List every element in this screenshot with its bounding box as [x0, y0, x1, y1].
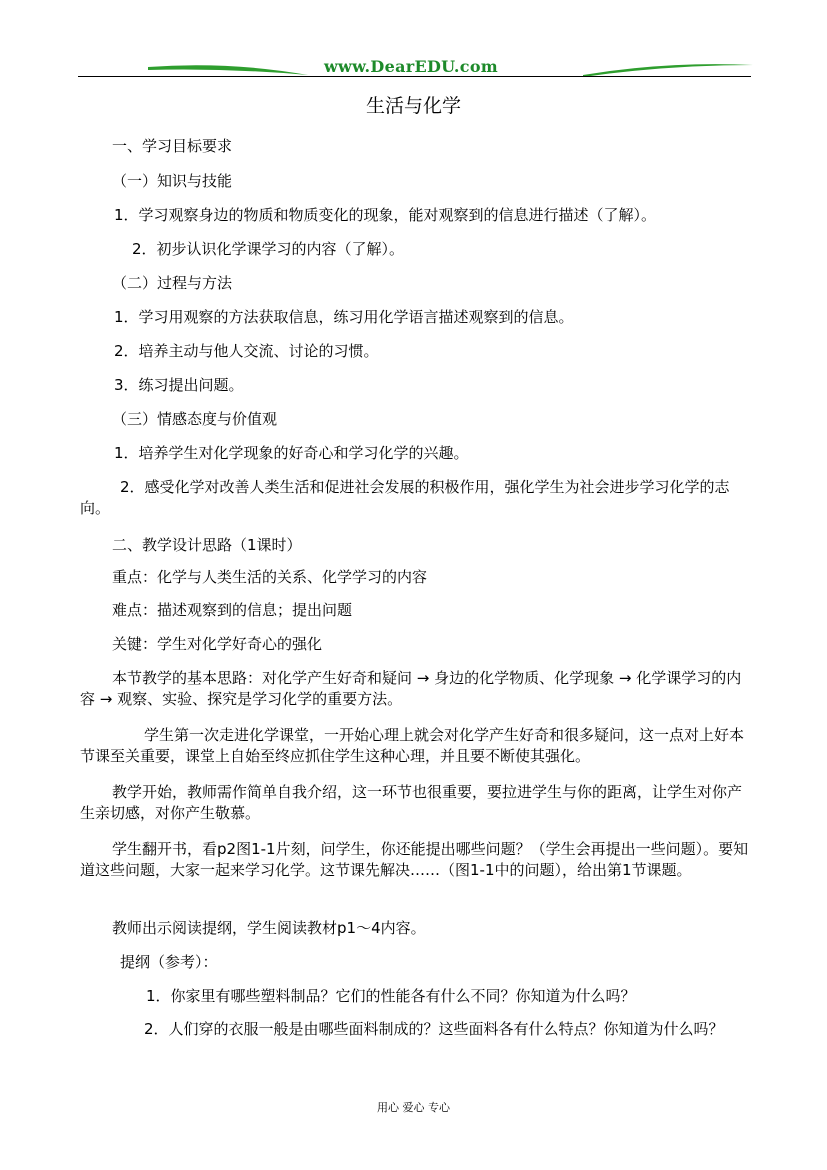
list-item: 2．培养主动与他人交流、讨论的习惯。: [114, 342, 379, 360]
list-item: 2．感受化学对改善人类生活和促进社会发展的积极作用，强化学生为社会进步学习化学的志向。: [80, 478, 730, 517]
outline-label: 提纲（参考）：: [120, 953, 218, 971]
subsection-heading: （三）情感态度与价值观: [112, 410, 278, 428]
paragraph: 学生第一次走进化学课堂，一开始心理上就会对化学产生好奇和很多疑问，这一点对上好本节课至关重要，课堂上自始至终应抓住学生这种心理，并且要不断使其强化。: [80, 726, 745, 765]
header-rule: [78, 76, 751, 77]
list-item: 3．练习提出问题。: [114, 376, 244, 394]
difficulty: 难点：描述观察到的信息；提出问题: [112, 601, 353, 619]
page-footer: 用心 爱心 专心: [377, 1101, 450, 1114]
paragraph: 本节教学的基本思路：对化学产生好奇和疑问 → 身边的化学物质、化学现象 → 化学课学习的内容 → 观察、实验、探究是学习化学的重要方法。: [80, 669, 742, 708]
subsection-heading: （一）知识与技能: [112, 172, 233, 190]
paragraph: 教师出示阅读提纲，学生阅读教材p1～4内容。: [112, 919, 426, 937]
outline-question: 2．人们穿的衣服一般是由哪些面料制成的？这些面料各有什么特点？你知道为什么吗？: [144, 1020, 724, 1038]
section-heading: 一、学习目标要求: [112, 137, 233, 155]
page-header: [78, 55, 751, 87]
subsection-heading: （二）过程与方法: [112, 274, 233, 292]
key-point: 重点：化学与人类生活的关系、化学学习的内容: [112, 568, 428, 586]
outline-question: 1．你家里有哪些塑料制品？它们的性能各有什么不同？你知道为什么吗？: [146, 987, 636, 1005]
list-item: 1．学习用观察的方法获取信息，练习用化学语言描述观察到的信息。: [114, 308, 574, 326]
document-title: 生活与化学: [365, 95, 461, 117]
paragraph: 教学开始，教师需作简单自我介绍，这一环节也很重要，要拉进学生与你的距离，让学生对你产生亲切感，对你产生敬慕。: [80, 783, 743, 822]
list-item: 2．初步认识化学课学习的内容（了解）。: [132, 240, 405, 258]
list-item: 1．培养学生对化学现象的好奇心和学习化学的兴趣。: [114, 444, 469, 462]
list-item: 1．学习观察身边的物质和物质变化的现象，能对观察到的信息进行描述（了解）。: [114, 206, 657, 224]
site-logo-text: www.DearEDU.com: [323, 57, 499, 76]
paragraph: 学生翻开书，看p2图1-1片刻，问学生，你还能提出哪些问题？（学生会再提出一些问题）。要知道这些问题，大家一起来学习化学。这节课先解决……（图1-1中的问题），给出第1节课题。: [80, 840, 749, 879]
key-focus: 关键：学生对化学好奇心的强化: [112, 635, 323, 653]
section-heading: 二、教学设计思路（1课时）: [112, 536, 302, 554]
